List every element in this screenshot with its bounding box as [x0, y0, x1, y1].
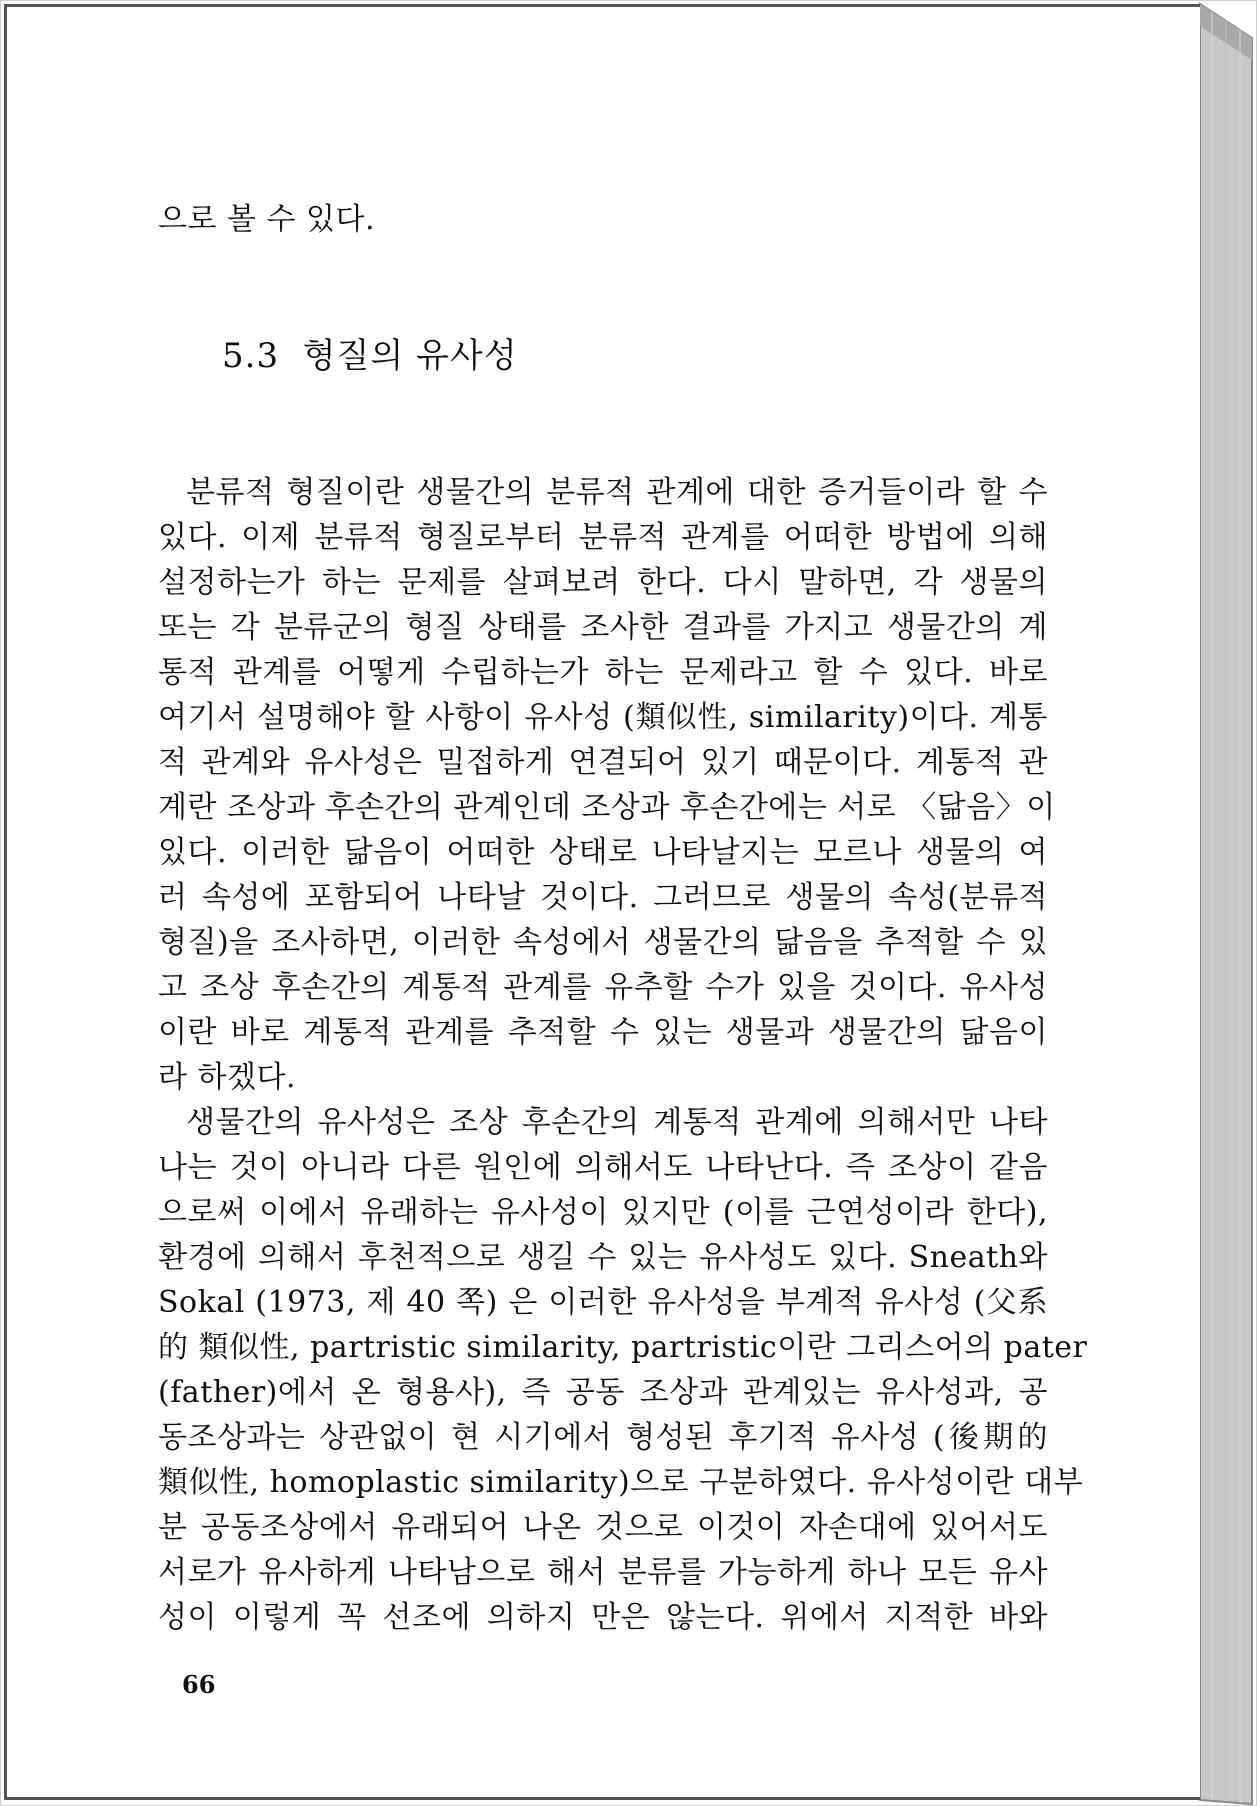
text-line: 서로가 유사하게 나타남으로 해서 분류를 가능하게 하나 모든 유사 — [158, 1555, 1048, 1590]
text-line: 설정하는가 하는 문제를 살펴보려 한다. 다시 말하면, 각 생물의 — [158, 565, 1048, 600]
text-line: 분 공동조상에서 유래되어 나온 것으로 이것이 자손대에 있어서도 — [158, 1510, 1048, 1545]
text-line: 여기서 설명해야 할 사항이 유사성 (類似性, similarity)이다. 계통 — [158, 700, 1048, 735]
text-line: (father)에서 온 형용사), 즉 공동 조상과 관계있는 유사성과, 공 — [158, 1375, 1048, 1410]
text-line: 的 類似性, partristic similarity, partristic이란 그리스어의 pater — [158, 1330, 1088, 1365]
text-line: 있다. 이러한 닮음이 어떠한 상태로 나타날지는 모르나 생물의 여 — [158, 835, 1048, 870]
text-line: 환경에 의해서 후천적으로 생길 수 있는 유사성도 있다. Sneath와 — [158, 1240, 1048, 1275]
text-line: 라 하겠다. — [158, 1060, 296, 1095]
text-line: 계란 조상과 후손간의 관계인데 조상과 후손간에는 서로 〈닮음〉이 — [158, 790, 1056, 825]
text-line: 또는 각 분류군의 형질 상태를 조사한 결과를 가지고 생물간의 계 — [158, 610, 1048, 645]
text-line: 고 조상 후손간의 계통적 관계를 유추할 수가 있을 것이다. 유사성 — [158, 970, 1048, 1005]
text-line: 형질)을 조사하면, 이러한 속성에서 생물간의 닮음을 추적할 수 있 — [158, 925, 1048, 960]
text-line: Sokal (1973, 제 40 쪽) 은 이러한 유사성을 부계적 유사성 (父系 — [158, 1285, 1048, 1320]
text-line: 동조상과는 상관없이 현 시기에서 형성된 후기적 유사성 (後期的 — [158, 1420, 1048, 1455]
text-line: 러 속성에 포함되어 나타날 것이다. 그러므로 생물의 속성(분류적 — [158, 880, 1048, 915]
text-line: 생물간의 유사성은 조상 후손간의 계통적 관계에 의해서만 나타 — [186, 1105, 1048, 1140]
text-line: 있다. 이제 분류적 형질로부터 분류적 관계를 어떠한 방법에 의해 — [158, 520, 1048, 555]
text-line: 성이 이렇게 꼭 선조에 의하지 만은 않는다. 위에서 지적한 바와 — [158, 1600, 1048, 1635]
section-heading: 5.3 형질의 유사성 — [222, 336, 518, 376]
text-line: 이란 바로 계통적 관계를 추적할 수 있는 생물과 생물간의 닮음이 — [158, 1015, 1048, 1050]
text-line: 통적 관계를 어떻게 수립하는가 하는 문제라고 할 수 있다. 바로 — [158, 655, 1048, 690]
text-line: 으로써 이에서 유래하는 유사성이 있지만 (이를 근연성이라 한다), — [158, 1195, 1048, 1230]
text-line: 나는 것이 아니라 다른 원인에 의해서도 나타난다. 즉 조상이 같음 — [158, 1150, 1048, 1185]
text-line: 적 관계와 유사성은 밀접하게 연결되어 있기 때문이다. 계통적 관 — [158, 745, 1048, 780]
intro-line: 으로 볼 수 있다. — [158, 202, 376, 237]
page-number: 66 — [182, 1670, 216, 1699]
text-line: 類似性, homoplastic similarity)으로 구분하였다. 유사성이란 대부 — [158, 1465, 1084, 1500]
text-line: 분류적 형질이란 생물간의 분류적 관계에 대한 증거들이라 할 수 — [186, 475, 1048, 510]
